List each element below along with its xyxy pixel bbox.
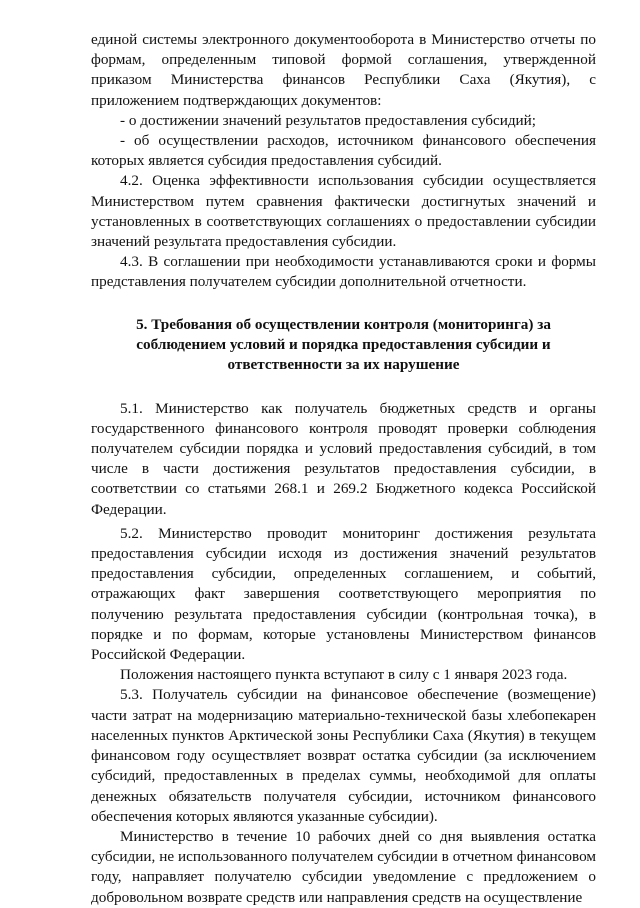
paragraph-5-2: 5.2. Министерство проводит мониторинг достижения результата предоставления субсидии исходя из достижения значений результатов предоставления субсидии, определенных соглашением, и событий, отражающих факт завершения соответствующего мероприятия по получению результата предоставления субсидии (контрольная точка), в порядке и по формам, которые установлены Министерством финансов Российской Федерации. [91, 524, 596, 664]
section-heading: 5. Требования об осуществлении контроля (мониторинга) за соблюдением условий и порядка предоставления субсидии и ответственности за их нарушение [136, 315, 551, 373]
document-page [91, 30, 596, 908]
paragraph-5-1: 5.1. Министерство как получатель бюджетных средств и органы государственного финансового контроля проводят проверки соблюдения получателем субсидии порядка и условий предоставления субсидий, в том числе в части достижения результатов предоставления субсидии, в соответствии со статьями 268.1 и 269.2 Бюджетного кодекса Российской Федерации. [91, 399, 596, 518]
paragraph-4-3: 4.3. В соглашении при необходимости устанавливаются сроки и формы представления получателем субсидии дополнительной отчетности. [91, 253, 596, 291]
paragraph-5-3: 5.3. Получатель субсидии на финансовое обеспечение (возмещение) части затрат на модернизацию материально-технической базы хлебопекарен населенных пунктов Арктической зоны Республики Саха (Якутия) в текущем финансовом году осуществляет возврат остатка субсидии (за исключением субсидий, предоставленных в пределах суммы, необходимой для оплаты денежных обязательств получателя субсидии, источником финансового обеспечения которых являются указанные субсидии). [91, 686, 596, 825]
paragraph-reports: единой системы электронного документооборота в Министерство отчеты по формам, определенным типовой формой соглашения, утвержденной приказом Министерства финансов Республики Саха (Якутия), с приложением подтверждающих документов: [91, 31, 596, 109]
list-item-expenses: - об осуществлении расходов, источником финансового обеспечения которых является субсидия предоставления субсидий. [91, 132, 596, 170]
list-item-results: - о достижении значений результатов предоставления субсидий; [120, 111, 537, 129]
paragraph-effective-date: Положения настоящего пункта вступают в силу с 1 января 2023 года. [120, 666, 568, 684]
paragraph-4-2: 4.2. Оценка эффективности использования субсидии осуществляется Министерством путем сравнения фактически достигнутых значений и установленных в соответствующих соглашениях о предоставлении субсидии значений результата предоставления субсидии. [91, 172, 596, 251]
paragraph-ministry-notice: Министерство в течение 10 рабочих дней со дня выявления остатка субсидии, не использованного получателем субсидии в отчетном финансовом году, направляет получателю субсидии уведомление с предложением о добровольном возврате средств или направления средств на осуществление [91, 827, 596, 906]
